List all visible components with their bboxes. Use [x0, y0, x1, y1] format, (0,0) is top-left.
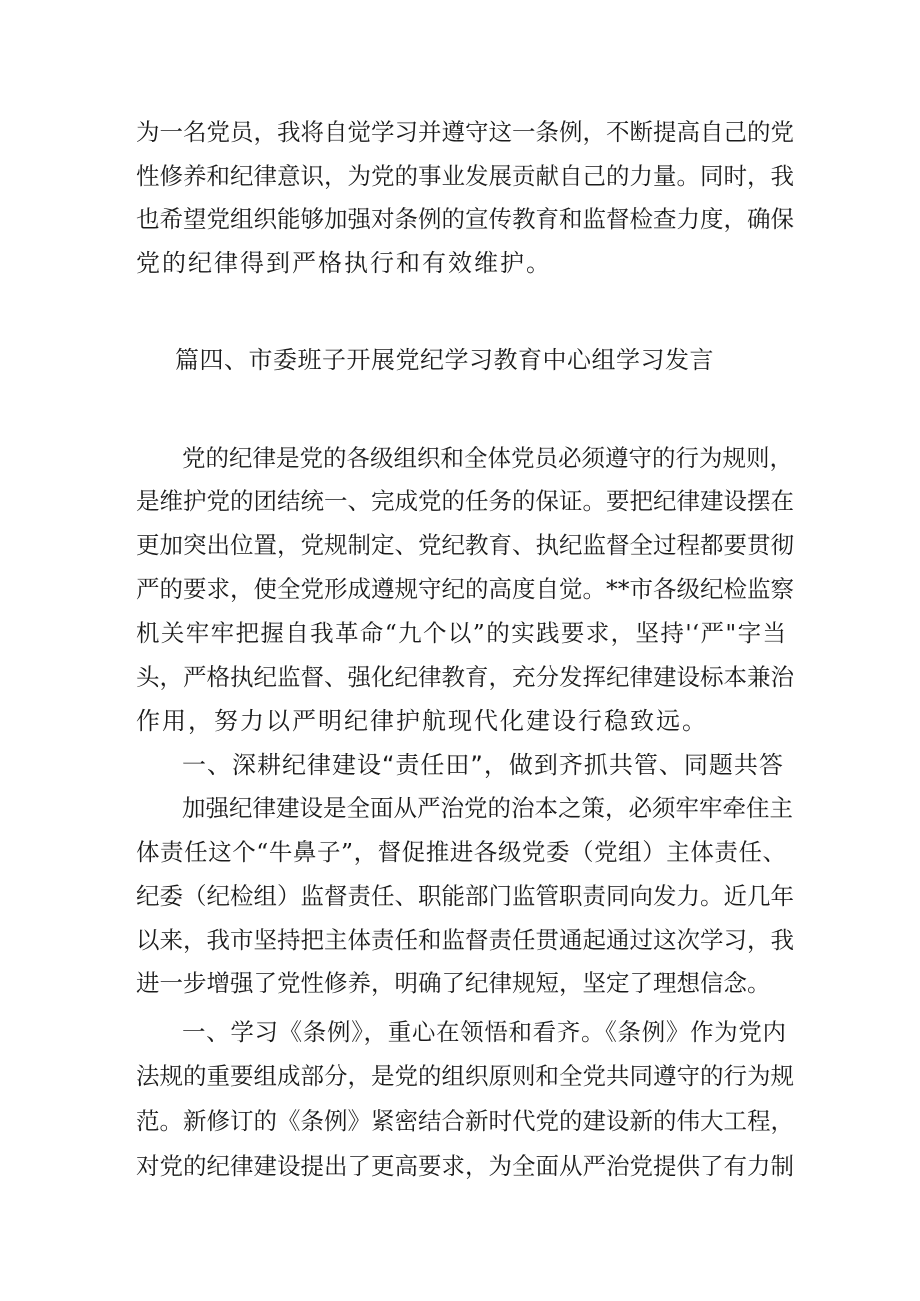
paragraph-line: 法规的重要组成部分，是党的组织原则和全党共同遵守的行为规: [136, 1062, 794, 1090]
paragraph-line: 范。新修订的《条例》紧密结合新时代党的建设新的伟大工程，: [136, 1107, 794, 1135]
paragraph-line: 党的纪律是党的各级组织和全体党员必须遵守的行为规则，: [182, 444, 793, 472]
paragraph-line: 机关牢牢把握自我革命“九个以”的实践要求，坚持'‘严"字当: [136, 619, 786, 647]
paragraph-line: 纪委（纪检组）监督责任、职能部门监管职责同向发力。近几年: [136, 882, 794, 910]
paragraph-line: 一、学习《条例》，重心在领悟和看齐。《条例》作为党内: [182, 1018, 786, 1046]
section-title: 篇四、市委班子开展党纪学习教育中心组学习发言: [175, 346, 714, 374]
subheading: 一、深耕纪律建设“责任田”，做到齐抓共管、同题共答: [182, 751, 784, 779]
paragraph-line: 头，严格执纪监督、强化纪律教育，充分发挥纪律建设标本兼治: [136, 663, 794, 691]
paragraph-line: 作用，努力以严明纪律护航现代化建设行稳致远。: [136, 707, 708, 735]
paragraph-line: 更加突出位置，党规制定、党纪教育、执纪监督全过程都要贯彻: [136, 531, 794, 559]
paragraph-line: 为一名党员，我将自觉学习并遵守这一条例，不断提高自己的党: [136, 118, 794, 146]
paragraph-line: 严的要求，使全党形成遵规守纪的高度自觉。**市各级纪检监察: [136, 575, 794, 603]
paragraph-line: 党的纪律得到严格执行和有效维护。: [136, 249, 552, 277]
paragraph-line: 对党的纪律建设提出了更高要求，为全面从严治党提供了有力制: [136, 1152, 794, 1180]
paragraph-line: 以来，我市坚持把主体责任和监督责任贯通起通过这次学习，我: [136, 926, 794, 954]
paragraph-line: 加强纪律建设是全面从严治党的治本之策，必须牢牢牵住主: [182, 794, 793, 822]
paragraph-line: 也希望党组织能够加强对条例的宣传教育和监督检查力度，确保: [136, 205, 794, 233]
paragraph-line: 体责任这个“牛鼻子”，督促推进各级党委（党组）主体责任、: [136, 838, 786, 866]
paragraph-line: 进一步增强了党性修养，明确了纪律规短，坚定了理想信念。: [136, 969, 771, 997]
paragraph-line: 性修养和纪律意识，为党的事业发展贡献自己的力量。同时，我: [136, 162, 794, 190]
paragraph-line: 是维护党的团结统一、完成党的任务的保证。要把纪律建设摆在: [136, 487, 794, 515]
